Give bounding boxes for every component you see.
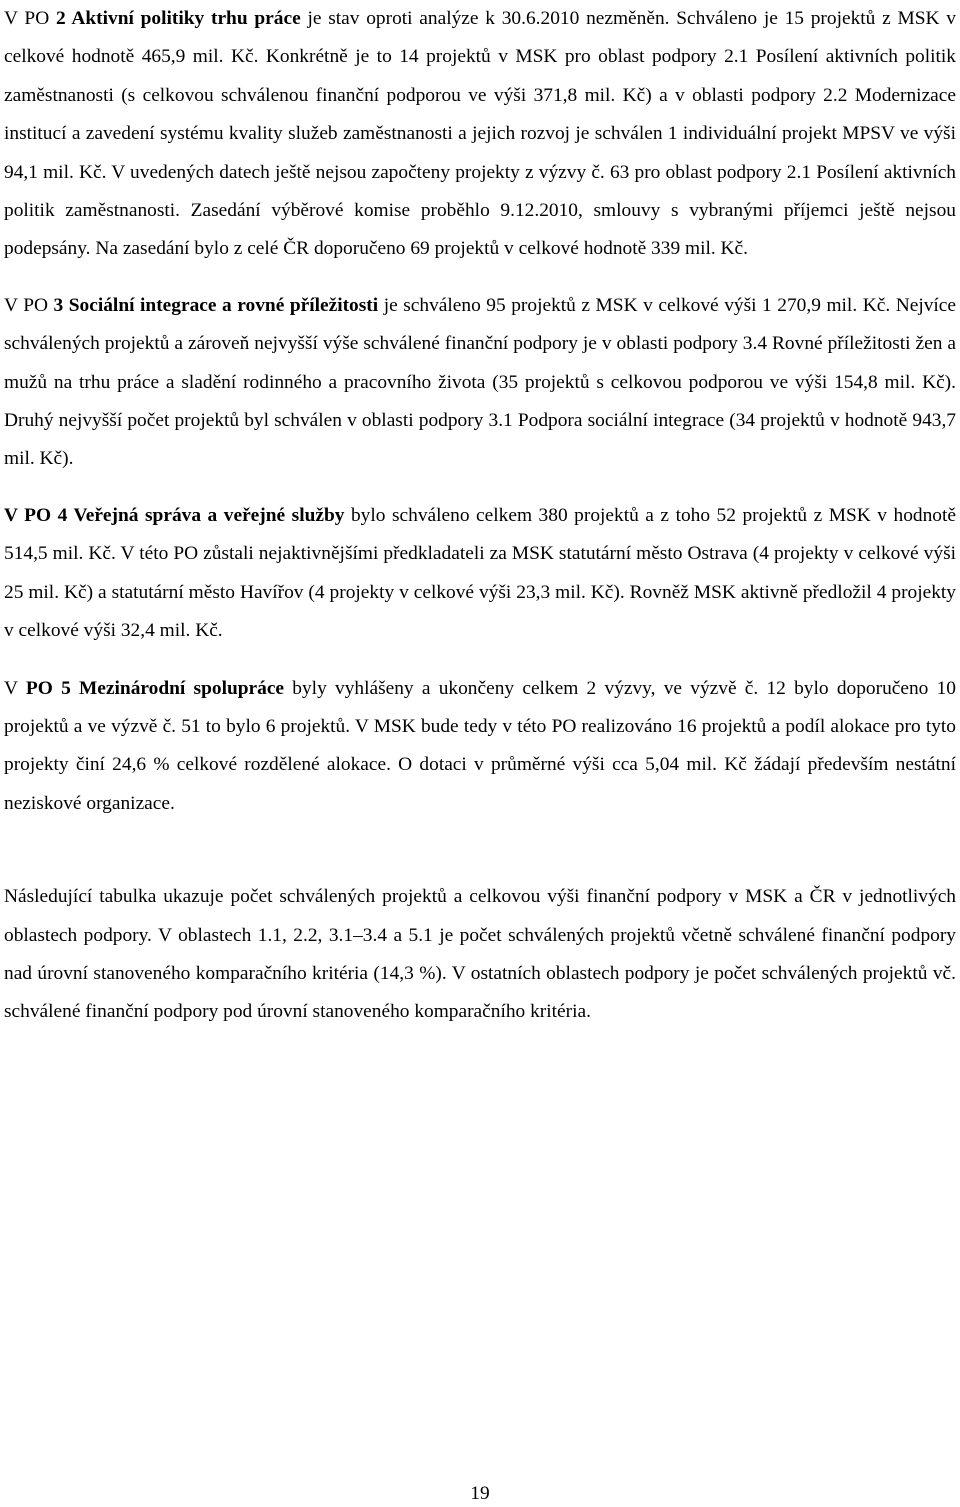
paragraph-po2 xyxy=(4,0,956,269)
paragraph-po5-heading: PO 5 Mezinárodní spolupráce xyxy=(25,677,285,699)
paragraph-po2-heading: 2 Aktivní politiky trhu práce xyxy=(55,8,301,29)
paragraph-po3-heading: 3 Sociální integrace a rovné příležitosti xyxy=(53,294,379,316)
paragraph-po3-lead: V PO xyxy=(4,294,54,316)
paragraph-po4-heading: Veřejná správa a veřejné služby xyxy=(73,504,345,526)
page-number: 19 xyxy=(470,1483,490,1504)
paragraph-table-intro: Následující tabulka ukazuje počet schválených projektů a celkovou výši finanční podpory v MSK a ČR v jednotlivých oblastech podpory. V oblastech 1.1, 2.2, 3.1–3.4 a 5.1 je počet schválených projektů včetně schválené finanční podpory nad úrovní stanoveného komparačního kritéria (14,3 %). V ostatních oblastech podpory je počet schválených projektů vč. schválené finanční podpory pod úrovní stanoveného komparačního kritéria. xyxy=(4,886,956,1023)
paragraph-po3 xyxy=(4,287,956,479)
paragraph-po2-lead: V PO xyxy=(4,8,56,29)
paragraph-po5-body: byly vyhlášeny a ukončeny celkem 2 výzvy, ve výzvě č. 12 bylo doporučeno 10 projektů a ve výzvě č. 51 to bylo 6 projektů. V MSK bude tedy v této PO realizováno 16 projektů a podíl alokace pro tyto projekty činí 24,6 % celkové rozdělené alokace. O dotaci v průměrné výši cca 5,04 mil. Kč žádají především nestátní neziskové organizace. xyxy=(4,677,956,814)
paragraph-po4-lead: V PO 4 xyxy=(4,504,74,526)
paragraph-po3-body: je schváleno 95 projektů z MSK v celkové výši 1 270,9 mil. Kč. Nejvíce schválených projektů a zároveň nejvyšší výše schválené finanční podpory je v oblasti podpory 3.4 Rovné příležitosti žen a mužů na trhu práce a sladění rodinného a pracovního života (35 projektů s celkovou podporou ve výši 154,8 mil. Kč). Druhý nejvyšší počet projektů byl schválen v oblasti podpory 3.1 Podpora sociální integrace (34 projektů v hodnotě 943,7 mil. Kč). xyxy=(4,294,956,470)
paragraph-po2-body: je stav oproti analýze k 30.6.2010 nezměněn. Schváleno je 15 projektů z MSK v celkové hodnotě 465,9 mil. Kč. Konkrétně je to 14 projektů v MSK pro oblast podpory 2.1 Posílení aktivních politik zaměstnanosti (s celkovou schválenou finanční podporou ve výši 371,8 mil. Kč) a v oblasti podpory 2.2 Modernizace institucí a zavedení systému kvality služeb zaměstnanosti a jejich rozvoj je schválen 1 individuální projekt MPSV ve výši 94,1 mil. Kč. V uvedených datech ještě nejsou započteny projekty z výzvy č. 63 pro oblast podpory 2.1 Posílení aktivních politik zaměstnanosti. Zasedání výběrové komise proběhlo 9.12.2010, smlouvy s vybranými příjemci ještě nejsou podepsány. Na zasedání bylo z celé ČR doporučeno 69 projektů v celkové hodnotě 339 mil. Kč. xyxy=(4,8,956,260)
paragraph-po5-lead: V xyxy=(4,677,26,699)
paragraph-po4 xyxy=(4,497,956,651)
paragraph-po4-body: bylo schváleno celkem 380 projektů a z toho 52 projektů z MSK v hodnotě 514,5 mil. Kč. V této PO zůstali nejaktivnějšími předkladateli za MSK statutární město Ostrava (4 projekty v celkové výši 25 mil. Kč) a statutární město Havířov (4 projekty v celkové výši 23,3 mil. Kč). Rovněž MSK aktivně předložil 4 projekty v celkové výši 32,4 mil. Kč. xyxy=(4,504,956,642)
document-page xyxy=(4,0,956,1032)
paragraph-po5 xyxy=(4,670,956,824)
